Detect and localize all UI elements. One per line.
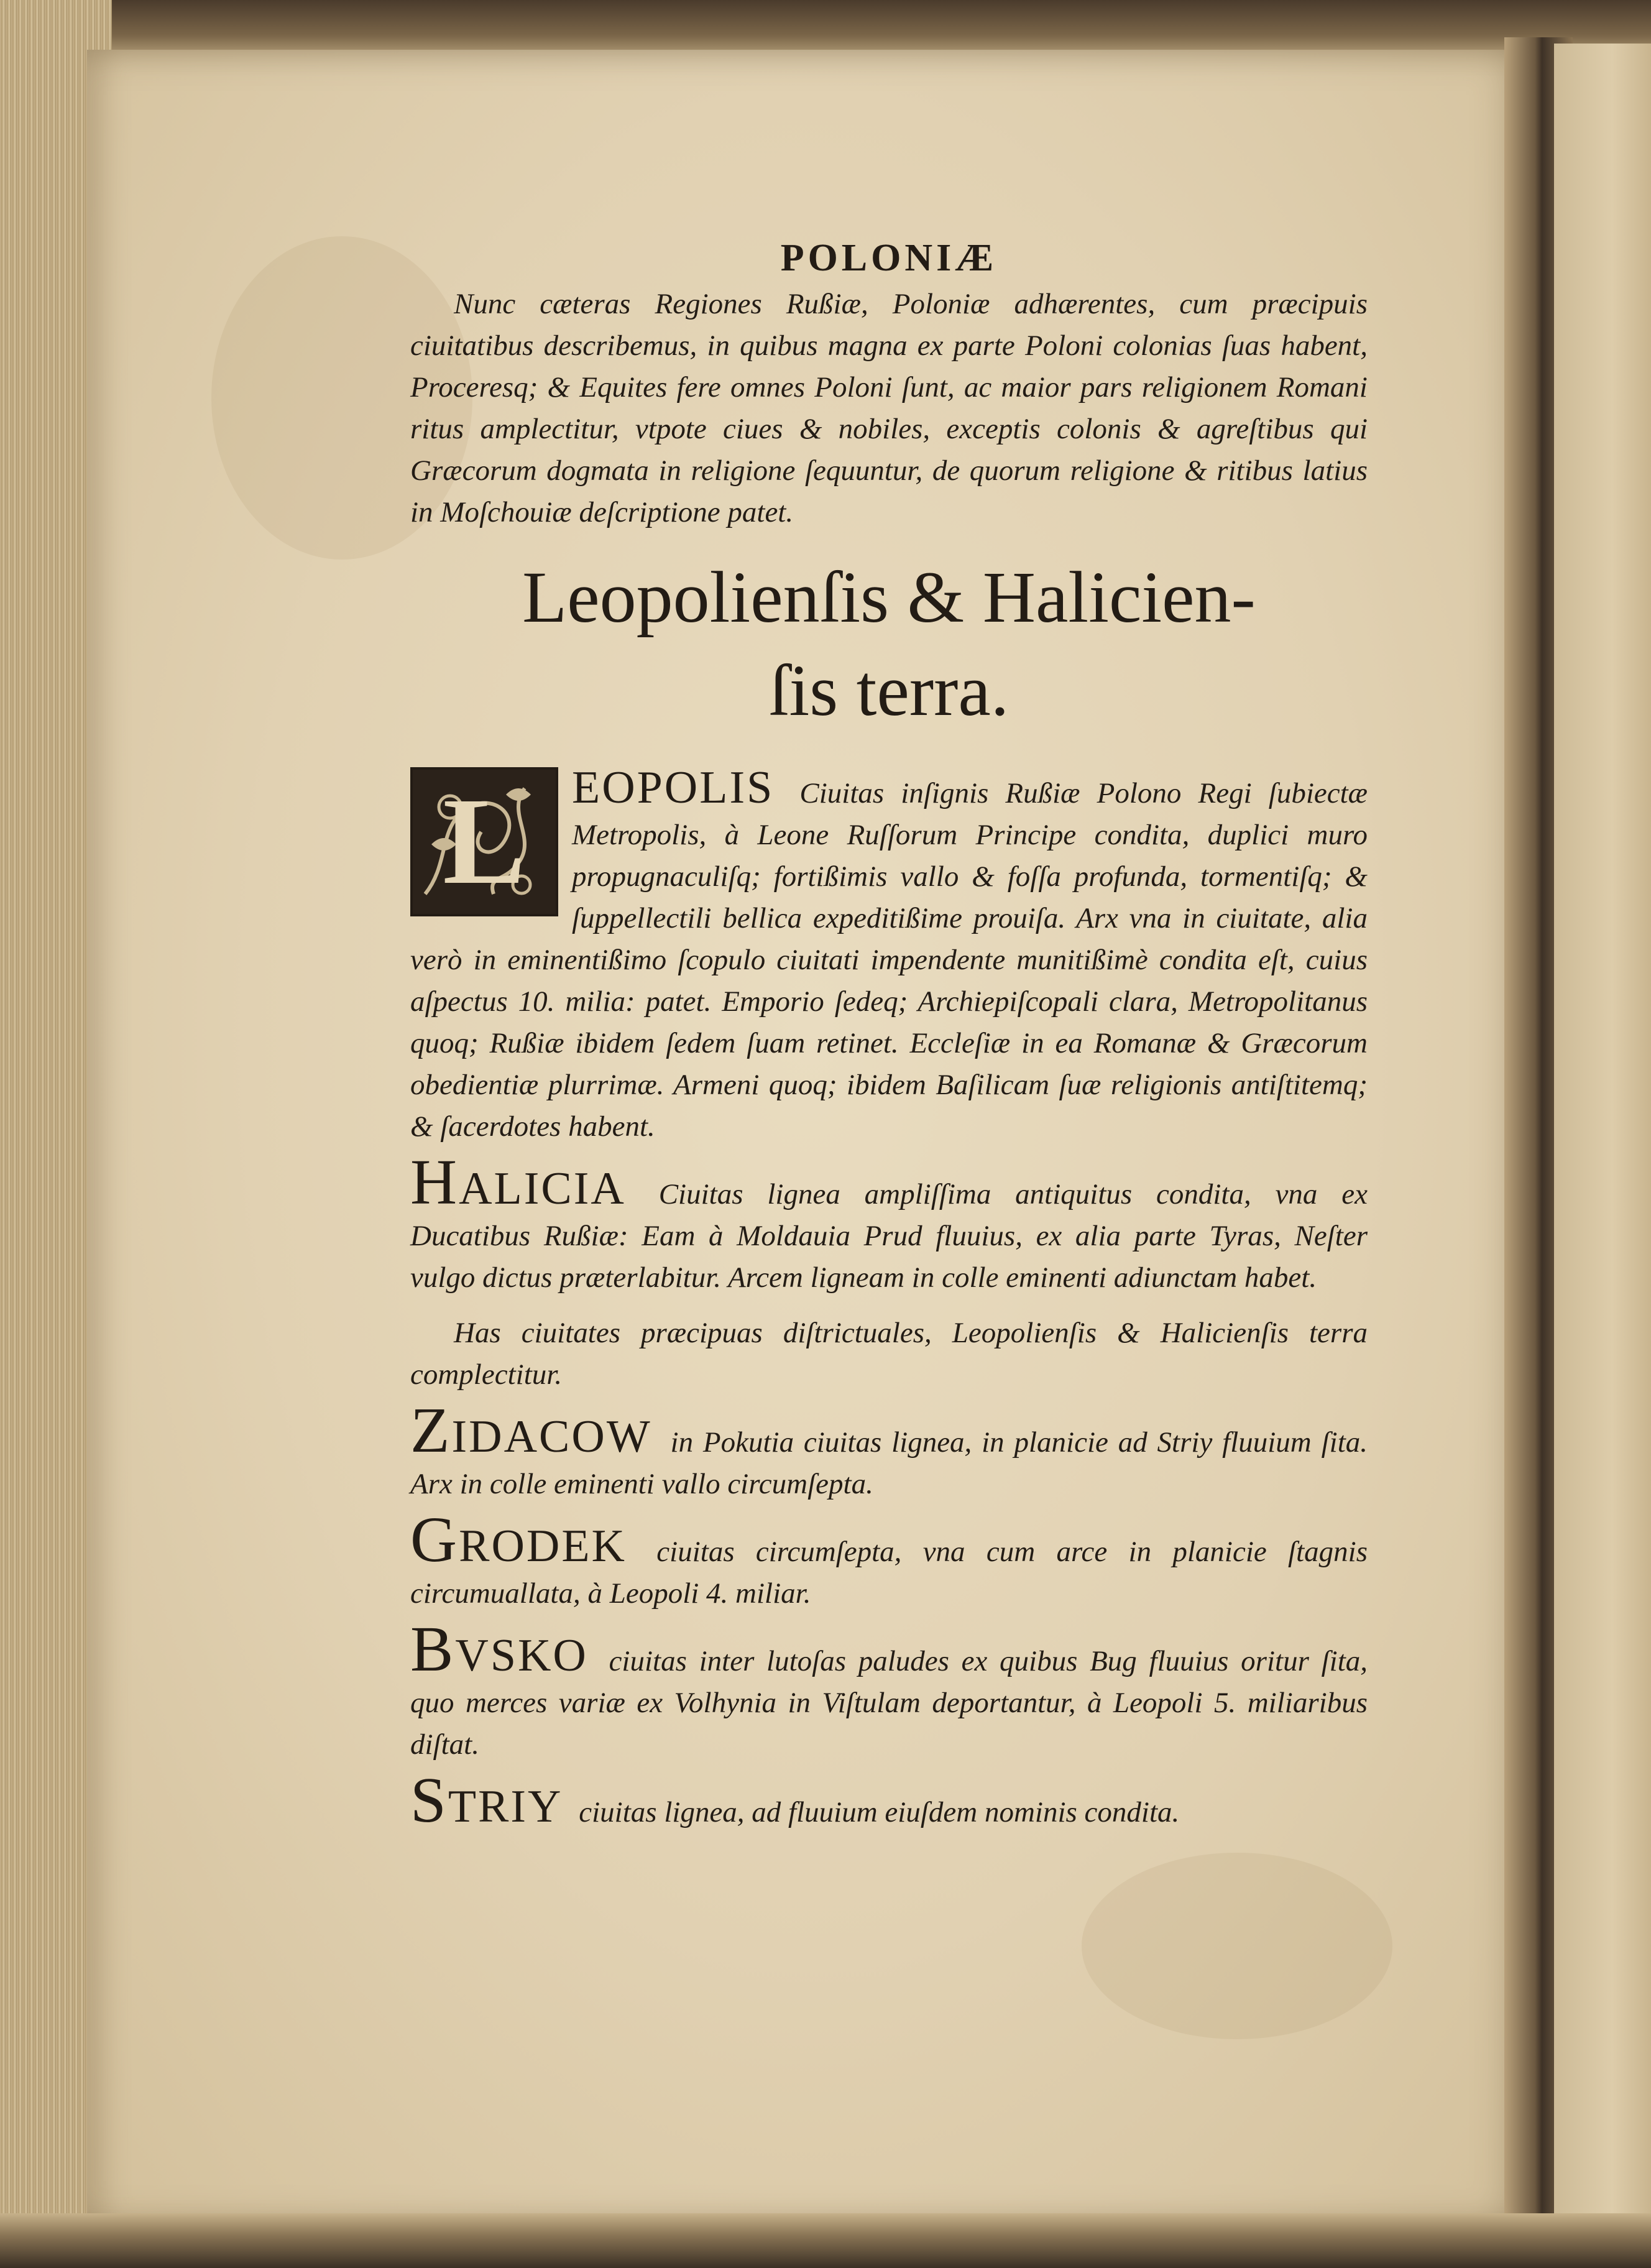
- section-halicia: [410, 1146, 1368, 1299]
- title-line-1: Leopolienſis & Halicien-: [522, 556, 1256, 638]
- summary-paragraph: Has ciuitates præcipuas diſtrictuales, Leopolienſis & Halicienſis terra complectitur.: [410, 1317, 1368, 1391]
- lead-rest: RODEK: [459, 1521, 627, 1572]
- lead-rest: TRIY: [448, 1781, 563, 1832]
- section-text: ciuitas lignea, ad fluuium eiuſdem nominis condita.: [579, 1796, 1180, 1828]
- lead-initial: G: [410, 1504, 459, 1575]
- main-title: [410, 551, 1368, 737]
- section-zidacow: [410, 1394, 1368, 1505]
- intro-paragraph: Nunc cæteras Regiones Rußiæ, Poloniæ adhærentes, cum præcipuis ciuitatibus describemus, in quibus magna ex parte Poloni colonias ſuas habent, Proceresq; & Equites fere omnes Poloni ſunt, ac maior pars religionem Romani ritus amplectitur, vtpote ciues & nobiles, exceptis colonis & agreſtibus qui Græcorum dogmata in religione ſequuntur, de quorum religione & ritibus latius in Moſchouiæ deſcriptione patet.: [410, 288, 1368, 528]
- lead-initial: H: [410, 1146, 459, 1218]
- section-grodek: [410, 1504, 1368, 1615]
- lead-word: [410, 1504, 627, 1575]
- section-text: ciuitas circumſepta, vna cum arce in planicie ſtagnis circumuallata, à Leopoli 4. miliar.: [410, 1536, 1368, 1610]
- running-head: POLONIÆ: [780, 237, 998, 279]
- lead-initial: Z: [410, 1394, 452, 1466]
- text-column: [410, 236, 1368, 1847]
- section-text: Ciuitas inſignis Rußiæ Polono Regi ſubiectæ Metropolis, à Leone Ruſſorum Principe condita, duplici muro propugnaculiſq; fortißimis vallo & foſſa profunda, tormentiſq; & ſuppellectili bellica expeditißime prouiſa. Arx vna in ciuitate, alia verò in eminentißimo ſcopulo ciuitati impendente munitißimè condita eſt, cuius aſpectus 10. milia: patet. Emporio ſedeq; Archiepiſcopali clara, Metropolitanus quoq; Rußiæ ibidem ſedem ſuam retinet. Eccleſiæ in ea Romanæ & Græcorum obedientiæ plurrimæ. Armeni quoq; ibidem Baſilicam ſuæ religionis antiſtitemq; & ſacerdotes habent.: [410, 777, 1368, 1143]
- initial-letter: L: [443, 773, 526, 910]
- lead-initial: S: [410, 1764, 448, 1836]
- lead-word: [410, 1613, 588, 1685]
- section-text: Ciuitas lignea ampliſſima antiquitus condita, vna ex Ducatibus Rußiæ: Eam à Moldauia Prud fluuius, ex alia parte Tyras, Neſter vulgo dictus præterlabitur. Arcem ligneam in colle eminenti adiunctam habet.: [410, 1178, 1368, 1294]
- title-line-2: ſis terra.: [768, 650, 1009, 731]
- section-text: ciuitas inter lutoſas paludes ex quibus Bug fluuius oritur ſita, quo merces variæ ex Volhynia in Viſtulam deportantur, à Leopoli 5. miliaribus diſtat.: [410, 1645, 1368, 1761]
- lead-word: [410, 1146, 626, 1218]
- section-busko: [410, 1613, 1368, 1766]
- paper-stain: [1082, 1853, 1392, 2039]
- lead-rest: ALICIA: [459, 1163, 626, 1214]
- lead-rest: IDACOW: [451, 1411, 652, 1462]
- facing-page-edge: [1554, 44, 1651, 2232]
- lead-word: EOPOLIS: [572, 762, 775, 813]
- lead-initial: B: [410, 1613, 456, 1685]
- book-bottom-edge: [0, 2213, 1651, 2268]
- section-text: in Pokutia ciuitas lignea, in planicie ad Striy fluuium ſita. Arx in colle eminenti vallo circumſepta.: [410, 1426, 1368, 1500]
- lead-word: [410, 1764, 563, 1836]
- decorated-initial: [410, 767, 558, 916]
- section-striy: [410, 1764, 1368, 1836]
- lead-word: [410, 1394, 652, 1466]
- section-leopolis: [410, 762, 1368, 1148]
- lead-rest: VSKO: [455, 1630, 588, 1681]
